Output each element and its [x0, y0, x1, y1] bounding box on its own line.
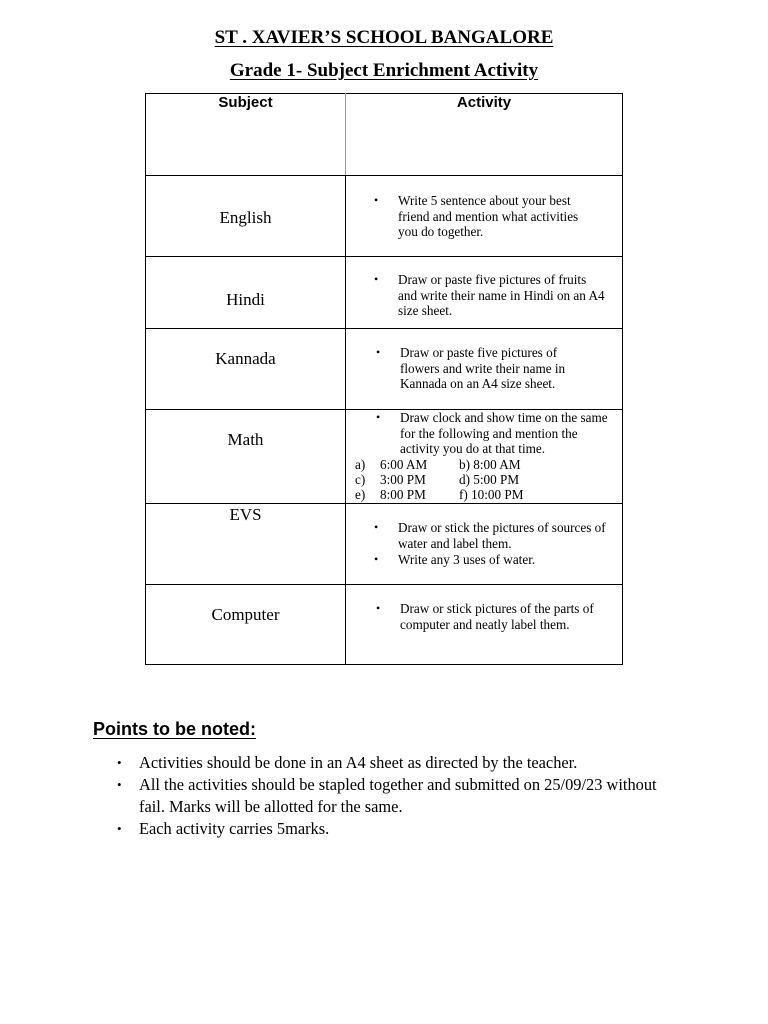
subject-cell — [146, 585, 346, 665]
time-option-row — [355, 457, 523, 472]
time-option-row — [355, 487, 523, 502]
subject-column-header: Subject — [146, 94, 346, 176]
activity-text: Draw or paste five pictures of fruits and write their name in Hindi on an A4 size sheet. — [398, 272, 605, 318]
note-text: Activities should be done in an A4 sheet as directed by the teacher. — [139, 753, 578, 772]
option-time: b) 8:00 AM — [459, 457, 521, 472]
subject-name: Kannada — [215, 349, 276, 368]
option-time: d) 5:00 PM — [459, 472, 520, 487]
activity-cell — [346, 585, 623, 665]
bullet-icon: • — [376, 345, 381, 359]
subject-name: Hindi — [226, 290, 265, 309]
notes-list — [117, 752, 677, 840]
notes-heading: Points to be noted: — [93, 719, 256, 739]
option-time: 6:00 AM — [380, 457, 428, 472]
bullet-icon: • — [374, 272, 379, 286]
activity-bullet — [376, 410, 610, 457]
activity-text: Draw or stick the pictures of sources of water and label them. — [398, 520, 606, 551]
time-options — [355, 457, 523, 502]
subject-cell — [146, 176, 346, 257]
table-row — [146, 504, 623, 585]
option-time: 8:00 PM — [380, 487, 426, 502]
list-item — [117, 818, 677, 840]
subject-cell — [146, 329, 346, 410]
option-time: f) 10:00 PM — [459, 487, 524, 502]
option-label: c) — [355, 472, 366, 487]
table-row — [146, 257, 623, 329]
bullet-icon: • — [117, 755, 122, 770]
activity-table — [145, 93, 623, 665]
bullet-icon: • — [374, 193, 379, 207]
activity-text: Draw clock and show time on the same for the following and mention the activity you do at that time. — [400, 410, 608, 456]
activity-cell — [346, 257, 623, 329]
activity-cell — [346, 176, 623, 257]
document-subtitle: Grade 1- Subject Enrichment Activity — [229, 60, 539, 81]
subject-cell — [146, 410, 346, 504]
activity-text: Draw or stick pictures of the parts of computer and neatly label them. — [400, 601, 594, 632]
activity-bullet — [374, 520, 610, 551]
subject-name: Computer — [211, 605, 280, 624]
activity-bullet — [376, 601, 614, 632]
subject-cell — [146, 257, 346, 329]
note-text: Each activity carries 5marks. — [139, 819, 330, 838]
list-item — [117, 752, 677, 774]
time-option-row — [355, 472, 523, 487]
activity-cell — [346, 504, 623, 585]
bullet-icon: • — [376, 410, 381, 424]
bullet-icon: • — [117, 821, 122, 836]
list-item — [117, 774, 677, 818]
activity-text: Draw or paste five pictures of flowers and write their name in Kannada on an A4 size sheet. — [400, 345, 566, 391]
bullet-icon: • — [117, 777, 122, 792]
table-row — [146, 585, 623, 665]
activity-bullet — [374, 193, 592, 240]
option-time: 3:00 PM — [380, 472, 426, 487]
note-text: All the activities should be stapled together and submitted on 25/09/23 without fail. Marks will be allotted for the same. — [139, 775, 657, 816]
activity-column-header: Activity — [346, 94, 623, 176]
activity-text: Write 5 sentence about your best friend and mention what activities you do together. — [398, 193, 579, 239]
subject-name: English — [219, 208, 272, 227]
subject-cell — [146, 504, 346, 585]
subject-name: EVS — [229, 505, 262, 524]
bullet-icon: • — [376, 601, 381, 615]
bullet-icon: • — [374, 552, 379, 566]
activity-cell — [346, 410, 623, 504]
activity-bullet — [374, 552, 610, 568]
bullet-icon: • — [374, 520, 379, 534]
activity-bullet — [374, 272, 608, 319]
activity-cell — [346, 329, 623, 410]
table-row — [146, 410, 623, 504]
table-row — [146, 176, 623, 257]
activity-bullet — [376, 345, 582, 392]
table-row — [146, 329, 623, 410]
subject-name: Math — [227, 430, 264, 449]
option-label: a) — [355, 457, 366, 472]
table-header-row — [146, 94, 623, 176]
activity-text: Write any 3 uses of water. — [398, 552, 536, 567]
school-title: ST . XAVIER’S SCHOOL BANGALORE — [214, 27, 554, 48]
option-label: e) — [355, 487, 366, 502]
